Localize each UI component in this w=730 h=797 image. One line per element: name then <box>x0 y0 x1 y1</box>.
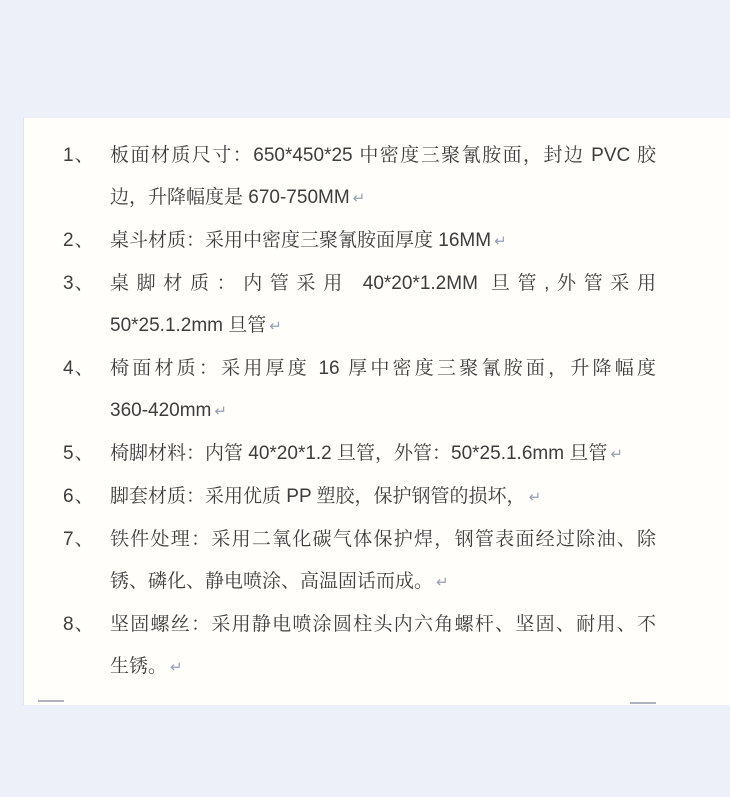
list-item-line: 锈、磷化、静电喷涂、高温固话而成。 ↵ <box>110 571 449 592</box>
paragraph-return-icon: ↵ <box>214 403 227 420</box>
paragraph-return-icon: ↵ <box>352 190 366 207</box>
list-item <box>63 263 657 348</box>
list-item-text <box>110 263 656 348</box>
paragraph-return-icon: ↵ <box>269 318 282 335</box>
list-item-text <box>110 604 656 689</box>
list-item <box>63 476 657 519</box>
spec-list <box>63 135 657 689</box>
list-item-line: 椅脚材料：内管 40*20*1.2 旦管，外管：50*25.1.6mm 旦管 ↵ <box>110 443 623 464</box>
list-item <box>63 348 657 433</box>
paragraph-return-icon: ↵ <box>170 659 183 676</box>
document-page <box>23 117 730 705</box>
list-item-number: 2、 <box>63 230 95 251</box>
list-item-line: 50*25.1.2mm 旦管 ↵ <box>110 315 282 336</box>
paragraph-return-icon: ↵ <box>528 489 542 506</box>
list-item-number: 1、 <box>63 145 95 166</box>
list-item <box>63 220 657 263</box>
list-item-number: 7、 <box>63 529 95 550</box>
list-item-line: 板面材质尺寸：650*450*25 中密度三聚氰胺面，封边 PVC 胶 <box>110 145 656 166</box>
list-item-line: 360-420mm ↵ <box>110 400 227 421</box>
list-item-line: 桌斗材质：采用中密度三聚氰胺面厚度 16MM ↵ <box>110 230 507 251</box>
list-item-line: 桌脚材质：内管采用 40*20*1.2MM 旦管,外管采用 <box>110 273 656 294</box>
list-item <box>63 604 657 689</box>
list-item <box>63 433 657 476</box>
list-item-text <box>110 220 656 263</box>
list-item-number: 4、 <box>63 358 95 379</box>
list-item-line: 边，升降幅度是 670-750MM ↵ <box>110 187 366 208</box>
paragraph-return-icon: ↵ <box>436 574 449 591</box>
list-item <box>63 519 657 604</box>
list-item-number: 5、 <box>63 443 95 464</box>
list-item-number: 8、 <box>63 614 95 635</box>
page-margin-mark-right <box>630 702 656 704</box>
list-item-text <box>110 519 656 604</box>
list-item-text <box>110 348 656 433</box>
list-item-text <box>110 433 656 476</box>
list-item-text <box>110 135 656 220</box>
list-item-number: 3、 <box>63 273 95 294</box>
list-item-line: 生锈。 ↵ <box>110 656 183 677</box>
page-margin-mark-left <box>38 700 64 702</box>
list-item-line: 铁件处理：采用二氧化碳气体保护焊，钢管表面经过除油、除 <box>110 529 656 550</box>
paragraph-return-icon: ↵ <box>610 446 623 463</box>
list-item-line: 脚套材质：采用优质 PP 塑胶，保护钢管的损坏， ↵ <box>110 486 542 507</box>
list-item-text <box>110 476 656 519</box>
list-item-number: 6、 <box>63 486 95 507</box>
list-item-line: 坚固螺丝：采用静电喷涂圆柱头内六角螺杆、坚固、耐用、不 <box>110 614 656 635</box>
list-item-line: 椅面材质：采用厚度 16 厚中密度三聚氰胺面，升降幅度 <box>110 358 656 379</box>
paragraph-return-icon: ↵ <box>494 233 507 250</box>
list-item <box>63 135 657 220</box>
